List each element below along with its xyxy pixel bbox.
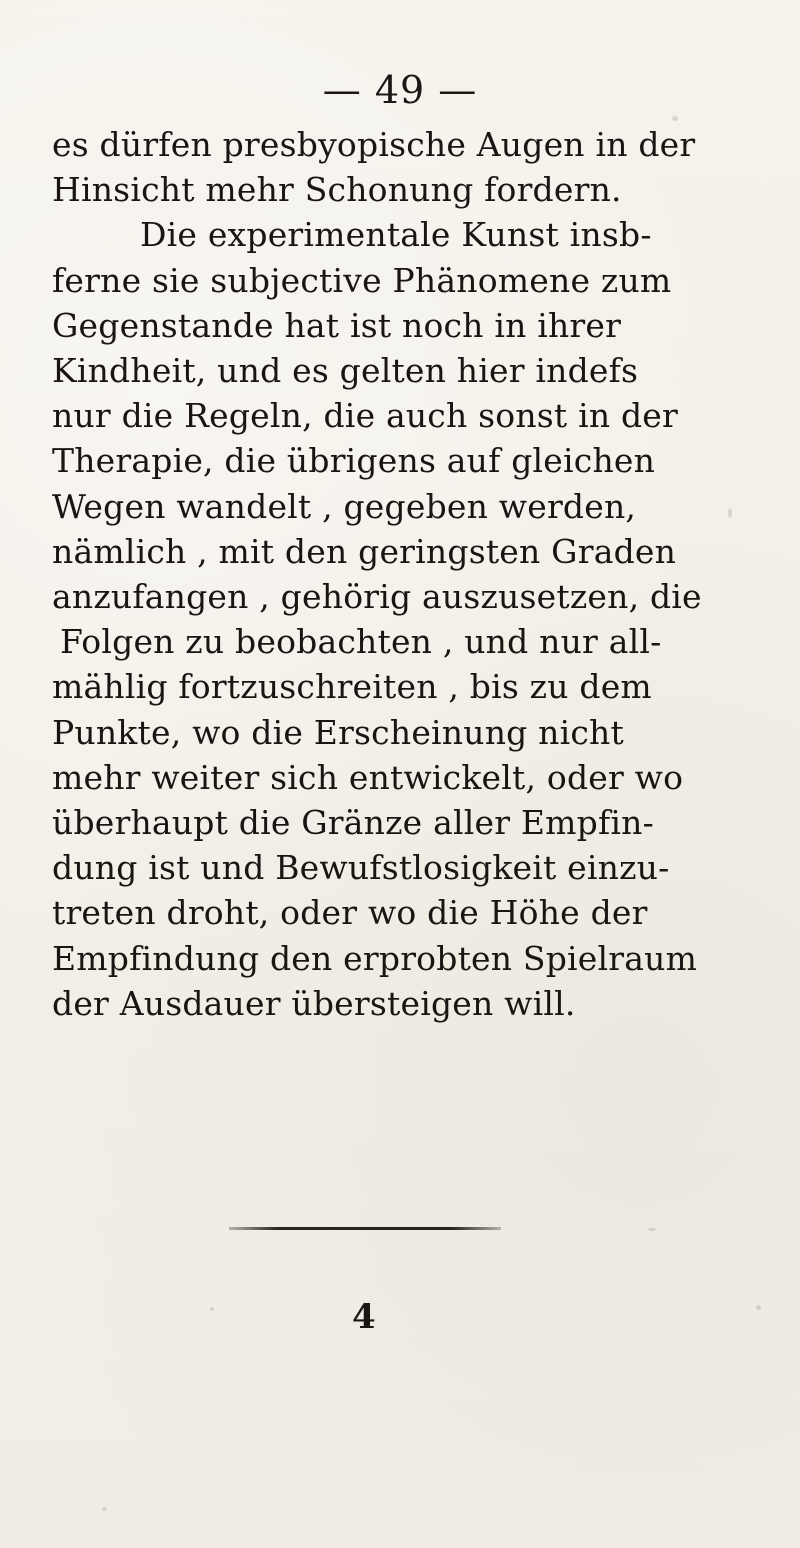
text-line: anzufangen , gehörig auszusetzen, die <box>52 577 702 617</box>
page-header: — 49 — <box>322 68 478 112</box>
text-block <box>52 122 752 1026</box>
text-line: mehr weiter sich entwickelt, oder wo <box>52 757 684 797</box>
text-line: nämlich , mit den geringsten Graden <box>52 531 677 571</box>
text-line: Gegenstande hat ist noch in ihrer <box>52 305 622 345</box>
section-divider <box>229 1227 501 1230</box>
text-line: der Ausdauer übersteigen will. <box>52 983 576 1023</box>
paper-speck <box>728 508 732 518</box>
text-line: ferne sie subjective Phänomene zum <box>52 260 672 300</box>
text-line: treten droht, oder wo die Höhe der <box>52 893 648 933</box>
text-line: dung ist und Bewufstlosigkeit einzu- <box>52 848 670 888</box>
text-line: Empfindung den erprobten Spielraum <box>52 938 698 978</box>
paper-speck <box>672 116 678 121</box>
signature-mark: 4 <box>352 1297 376 1337</box>
paper-speck <box>648 1228 656 1231</box>
text-line: Die experimentale Kunst insb- <box>140 215 652 255</box>
text-line: Kindheit, und es gelten hier indefs <box>52 351 639 391</box>
text-line: Punkte, wo die Erscheinung nicht <box>52 712 624 752</box>
text-line: überhaupt die Gränze aller Empfin- <box>52 803 654 843</box>
paper-speck <box>756 1305 761 1310</box>
text-line: es dürfen presbyopische Augen in der <box>52 125 696 164</box>
text-line: Hinsicht mehr Schonung fordern. <box>52 170 622 210</box>
text-line: Therapie, die übrigens auf gleichen <box>52 441 656 481</box>
paper-speck <box>102 1507 107 1511</box>
paper-speck <box>210 1307 214 1311</box>
text-line: Wegen wandelt , gegeben werden, <box>52 486 637 526</box>
text-line: Folgen zu beobachten , und nur all- <box>60 622 662 662</box>
text-line: mählig fortzuschreiten , bis zu dem <box>52 667 652 707</box>
text-line: nur die Regeln, die auch sonst in der <box>52 396 679 436</box>
